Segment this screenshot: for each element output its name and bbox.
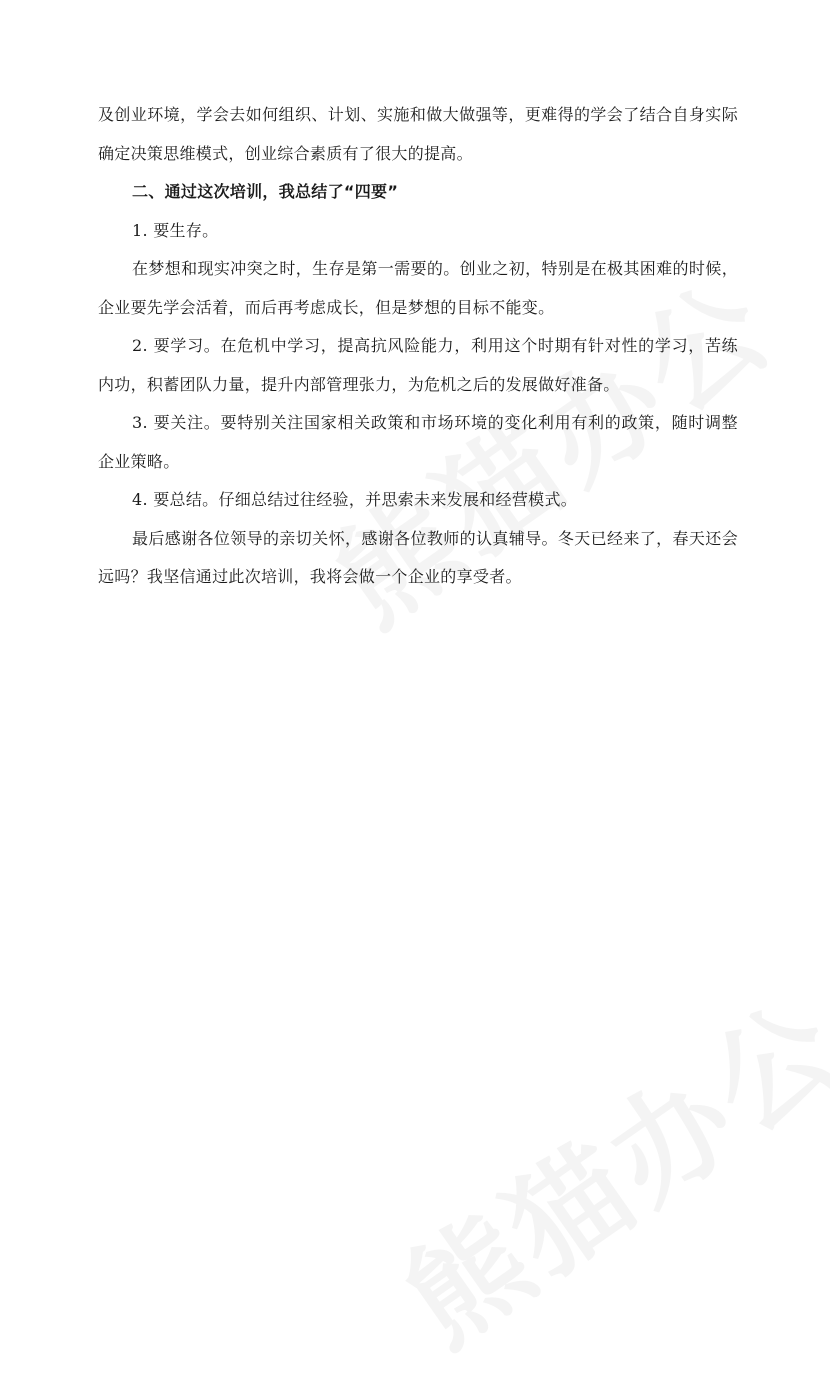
document-body	[98, 96, 738, 597]
list-item-summarize: 4. 要总结。仔细总结过往经验，并思索未来发展和经营模式。	[132, 490, 578, 509]
paragraph-continuation: 及创业环境，学会去如何组织、计划、实施和做大做强等，更难得的学会了结合自身实际确定决策思维模式，创业综合素质有了很大的提高。	[98, 105, 738, 163]
list-item-attention: 3. 要关注。要特别关注国家相关政策和市场环境的变化利用有利的政策，随时调整企业策略。	[98, 413, 738, 471]
section-heading: 二、通过这次培训，我总结了“四要”	[132, 182, 399, 201]
paragraph-closing: 最后感谢各位领导的亲切关怀，感谢各位教师的认真辅导。冬天已经来了，春天还会远吗？我坚信通过此次培训，我将会做一个企业的享受者。	[98, 528, 738, 586]
list-item-learn: 2. 要学习。在危机中学习，提高抗风险能力，利用这个时期有针对性的学习，苦练内功，积蓄团队力量，提升内部管理张力，为危机之后的发展做好准备。	[98, 336, 738, 394]
list-item-survive: 1. 要生存。	[132, 220, 219, 240]
watermark-bottom	[366, 953, 830, 1377]
paragraph-survive-detail: 在梦想和现实冲突之时，生存是第一需要的。创业之初，特别是在极其困难的时候，企业要先学会活着，而后再考虑成长，但是梦想的目标不能变。	[98, 259, 738, 317]
